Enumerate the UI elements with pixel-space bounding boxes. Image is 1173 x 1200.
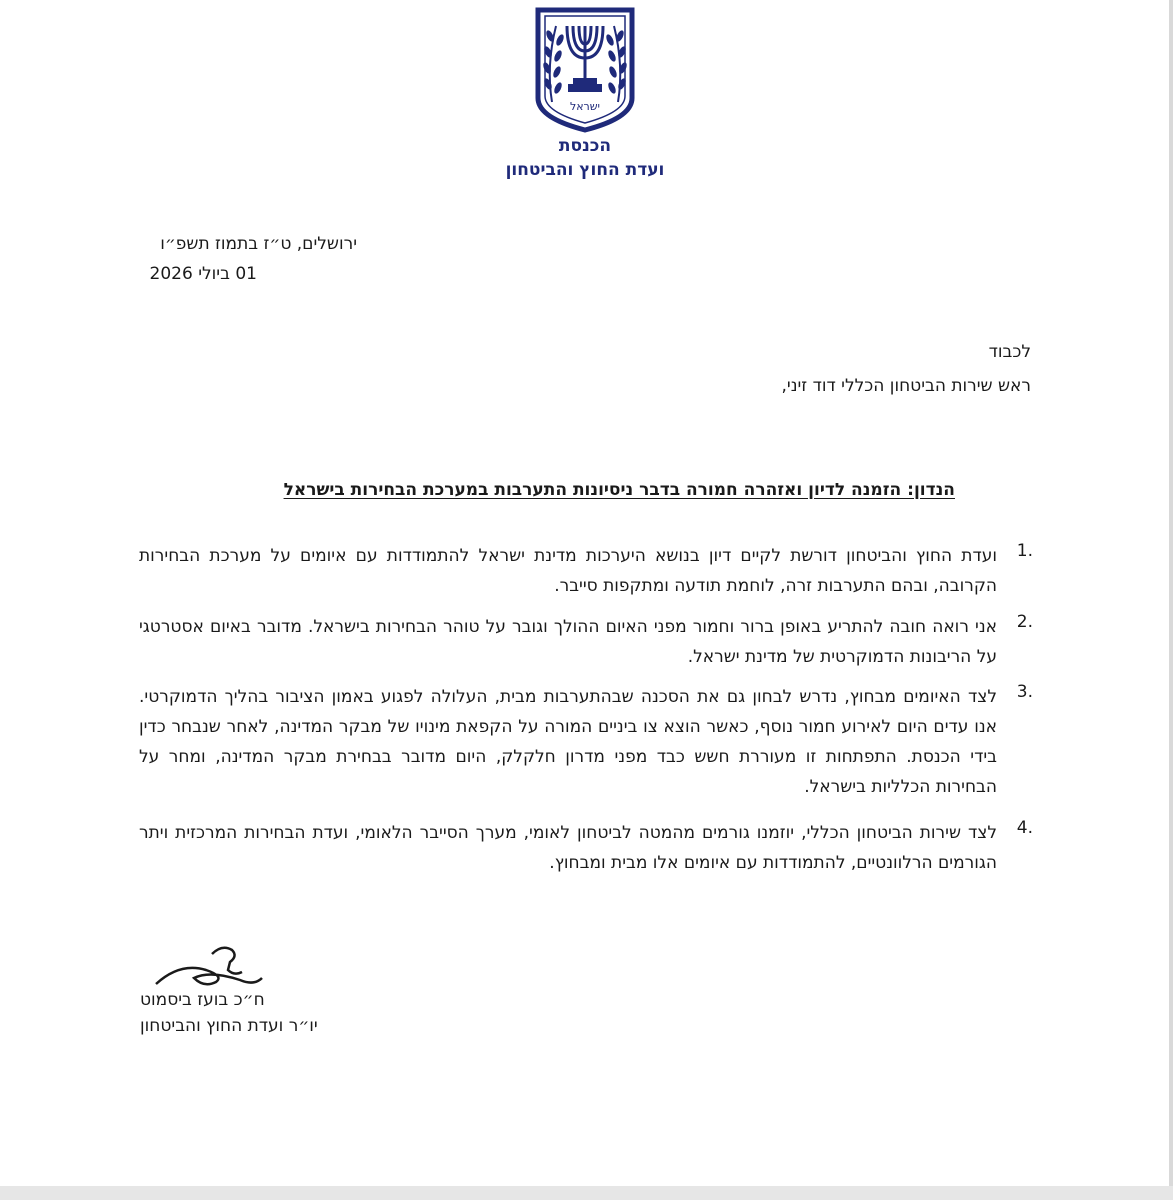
item-number: 3. <box>1016 682 1033 702</box>
list-item: אני רואה חובה להתריע באופן ברור וחמור מפני האיום ההולך וגובר על טוהר הבחירות בישראל. מדובר באיום אסטרטגי על הריבונות הדמוקרטית של מדינת ישראל. <box>139 617 997 667</box>
list-item: ועדת החוץ והביטחון דורשת לקיים דיון בנושא היערכות מדינת ישראל להתמודדות עם איומים על מערכת הבחירות הקרובה, ובהם התערבות זרה, לוחמת תודעה ומתקפות סייבר. <box>139 546 997 596</box>
item-number: 4. <box>1016 818 1033 838</box>
gregorian-date: 01 ביולי 2026 <box>149 264 257 284</box>
hebrew-date: ירושלים, ט״ז בתמוז תשפ״ו <box>160 234 357 254</box>
page-edge <box>0 1186 1173 1200</box>
page-edge <box>1169 0 1173 1200</box>
signatory-title: יו״ר ועדת החוץ והביטחון <box>140 1016 318 1036</box>
knesset-emblem-icon <box>530 6 640 134</box>
recipient: ראש שירות הביטחון הכללי דוד זיני, <box>781 376 1031 396</box>
greeting: לכבוד <box>988 342 1031 362</box>
letterhead-knesset: הכנסת <box>558 136 612 156</box>
subject-line: הנדון: הזמנה לדיון ואזהרה חמורה בדבר ניסיונות התערבות במערכת הבחירות בישראל <box>283 480 955 500</box>
item-number: 1. <box>1016 541 1033 561</box>
letterhead-committee: ועדת החוץ והביטחון <box>505 160 665 180</box>
list-item: לצד האיומים מבחוץ, נדרש לבחון גם את הסכנה שבהתערבות מבית, העלולה לפגוע באמון הציבור בהליך הדמוקרטי. אנו עדים היום לאירוע חמור נוסף, כאשר הוצא צו ביניים המורה על הקפאת מינויו של מבקר המדינה, לאחר שנבחר כדין בידי הכנסת. התפתחות זו מעוררת חשש כבד מפני מדרון חלקלק, היום מדובר בבחירת מבקר המדינה, ומחר על הבחירות הכלליות בישראל. <box>139 687 997 797</box>
item-number: 2. <box>1016 612 1033 632</box>
list-item: לצד שירות הביטחון הכללי, יוזמנו גורמים מהמטה לביטחון לאומי, מערך הסייבר הלאומי, ועדת הבחירות המרכזית ויתר הגורמים הרלוונטיים, להתמודדות עם איומים אלו מבית ומבחוץ. <box>139 823 997 873</box>
signatory-name: ח״כ בועז ביסמוט <box>140 990 265 1010</box>
emblem-text: ישראל <box>569 100 601 113</box>
